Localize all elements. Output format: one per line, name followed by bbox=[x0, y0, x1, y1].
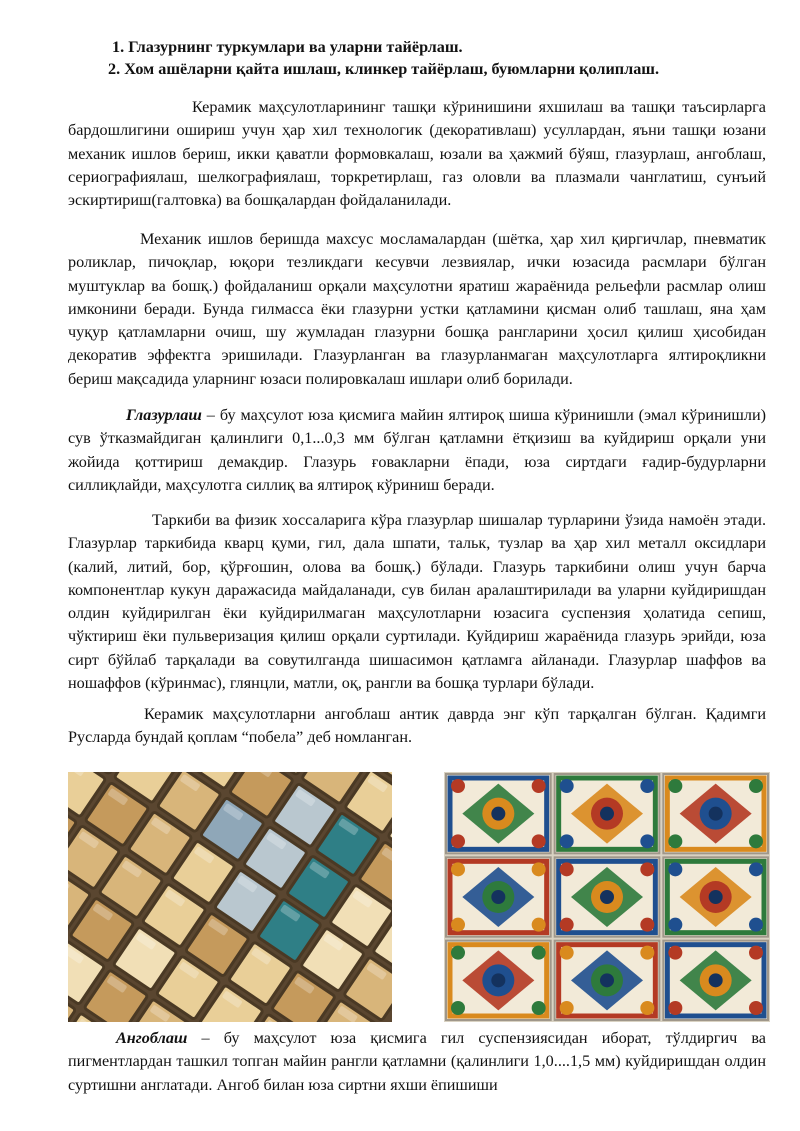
paragraph-engobing bbox=[68, 1027, 766, 1097]
term-engobing: Ангоблаш bbox=[116, 1029, 188, 1047]
paragraph-engobe-history: Керамик маҳсулотларни ангоблаш антик даврда энг кўп тарқалган бўлган. Қадимги Русларда бундай қоплам “побела” деб номланган. bbox=[68, 705, 766, 747]
paragraph-mechanical-treatment: Механик ишлов беришда махсус мосламалардан (шётка, ҳар хил қиргичлар, пневматик роликлар, пичоқлар, юқори тезликдаги кесувчи лезвиялар, ички юзасида расмлари бўлган муштуклар ва бошқ.) фойдаланиш орқали маҳсулотни яратиш жараёнида рельефли расмлар олиш имконини беради. Бунда гилмасса ёки глазурни устки қатламини қисман олиб ташлаш, яна ҳам чуқур қатламларни очиш, шу жумладан глазурни бошқа рангларини ҳосил қилиш ҳисобидан декоратив эффектга эришилади. Глазурланган ва глазурланмаган маҳсулотларга ялтироқликни бериш мақсадида уларнинг юзаси полировкалаш ишлари олиб борилади. bbox=[68, 230, 766, 388]
paragraph-glaze-composition: Таркиби ва физик хоссаларига кўра глазурлар шишалар турларини ўзида намоён этади. Глазурлар таркибида кварц қуми, гил, дала шпати, тальк, тузлар ва ҳар хил металл оксидлари (калий, литий, бор, қўрғошин, олова ва бошқ.) бўлади. Глазурь таркибини олиш учун барча компонентлар кукун даражасида майдаланади, сув билан аралаштирилади ва уларни куйдиришдан олдин куйдирилган ёки куйдирилмаган маҳсулотларни юзасига суспензия ҳолатида сепиш, чўктириш ёки пульверизация қилиш орқали суртилади. Куйдириш жараёнида глазурь эрийди, юза сирт бўйлаб тарқалади ва совутилганда шишасимон қатламга айланади. Глазурлар шаффов ва ношаффов (кўринмас), глянцли, матли, оқ, рангли ва бошқа турлари бўлади. bbox=[68, 511, 766, 693]
paragraph-glazing bbox=[68, 404, 766, 497]
patterned-tiles-photo bbox=[444, 772, 770, 1022]
heading-2: 2. Хом ашёларни қайта ишлаш, клинкер тайёрлаш, буюмларни қолиплаш. bbox=[108, 60, 659, 78]
paragraph-decoration-methods: Керамик маҳсулотларининг ташқи кўринишини яхшилаш ва ташқи таъсирларга бардошлигини ошириш учун ҳар хил технологик (декоративлаш) усуллардан, яъни ташқи юзани механик ишлов бериш, икки қаватли формовкалаш, юзали ва ҳажмий бўяш, глазурлаш, ангоблаш, сериографиялаш, шелкографиялаш, торкретирлаш, газ оловли ва плазмали чанглатиш, сунъий эскиртириш(галтовка) ва бошқалардан фойдаланилади. bbox=[68, 98, 766, 210]
engobing-definition: – бу маҳсулот юза қисмига гил суспензиясидан иборат, тўлдиргич ва пигментлардан ташкил топган майин рангли қатламни (қалинлиги 1,0....1,5 мм) куйдиришдан олдин суртишни англатади. Ангоб билан юза сиртни яхши ёпишиши bbox=[68, 1029, 766, 1094]
term-glazing: Глазурлаш bbox=[126, 406, 202, 424]
heading-1: 1. Глазурнинг туркумлари ва уларни тайёрлаш. bbox=[112, 38, 463, 56]
glazing-definition: – бу маҳсулот юза қисмига майин ялтироқ шиша кўринишли (эмал кўринишли) сув ўтказмайдиган қалинлиги 0,1...0,3 мм бўлган қатламни ётқизиш ва куйдириш орқали уни жойида қоттириш демакдир. Глазурь ғовакларни ёпади, юза сиртдаги ғадир-будурларни силлиқлайди, маҳсулотга силлиқ ва ялтироқ кўриниш беради. bbox=[68, 406, 766, 494]
glazed-mosaic-photo bbox=[68, 772, 392, 1022]
